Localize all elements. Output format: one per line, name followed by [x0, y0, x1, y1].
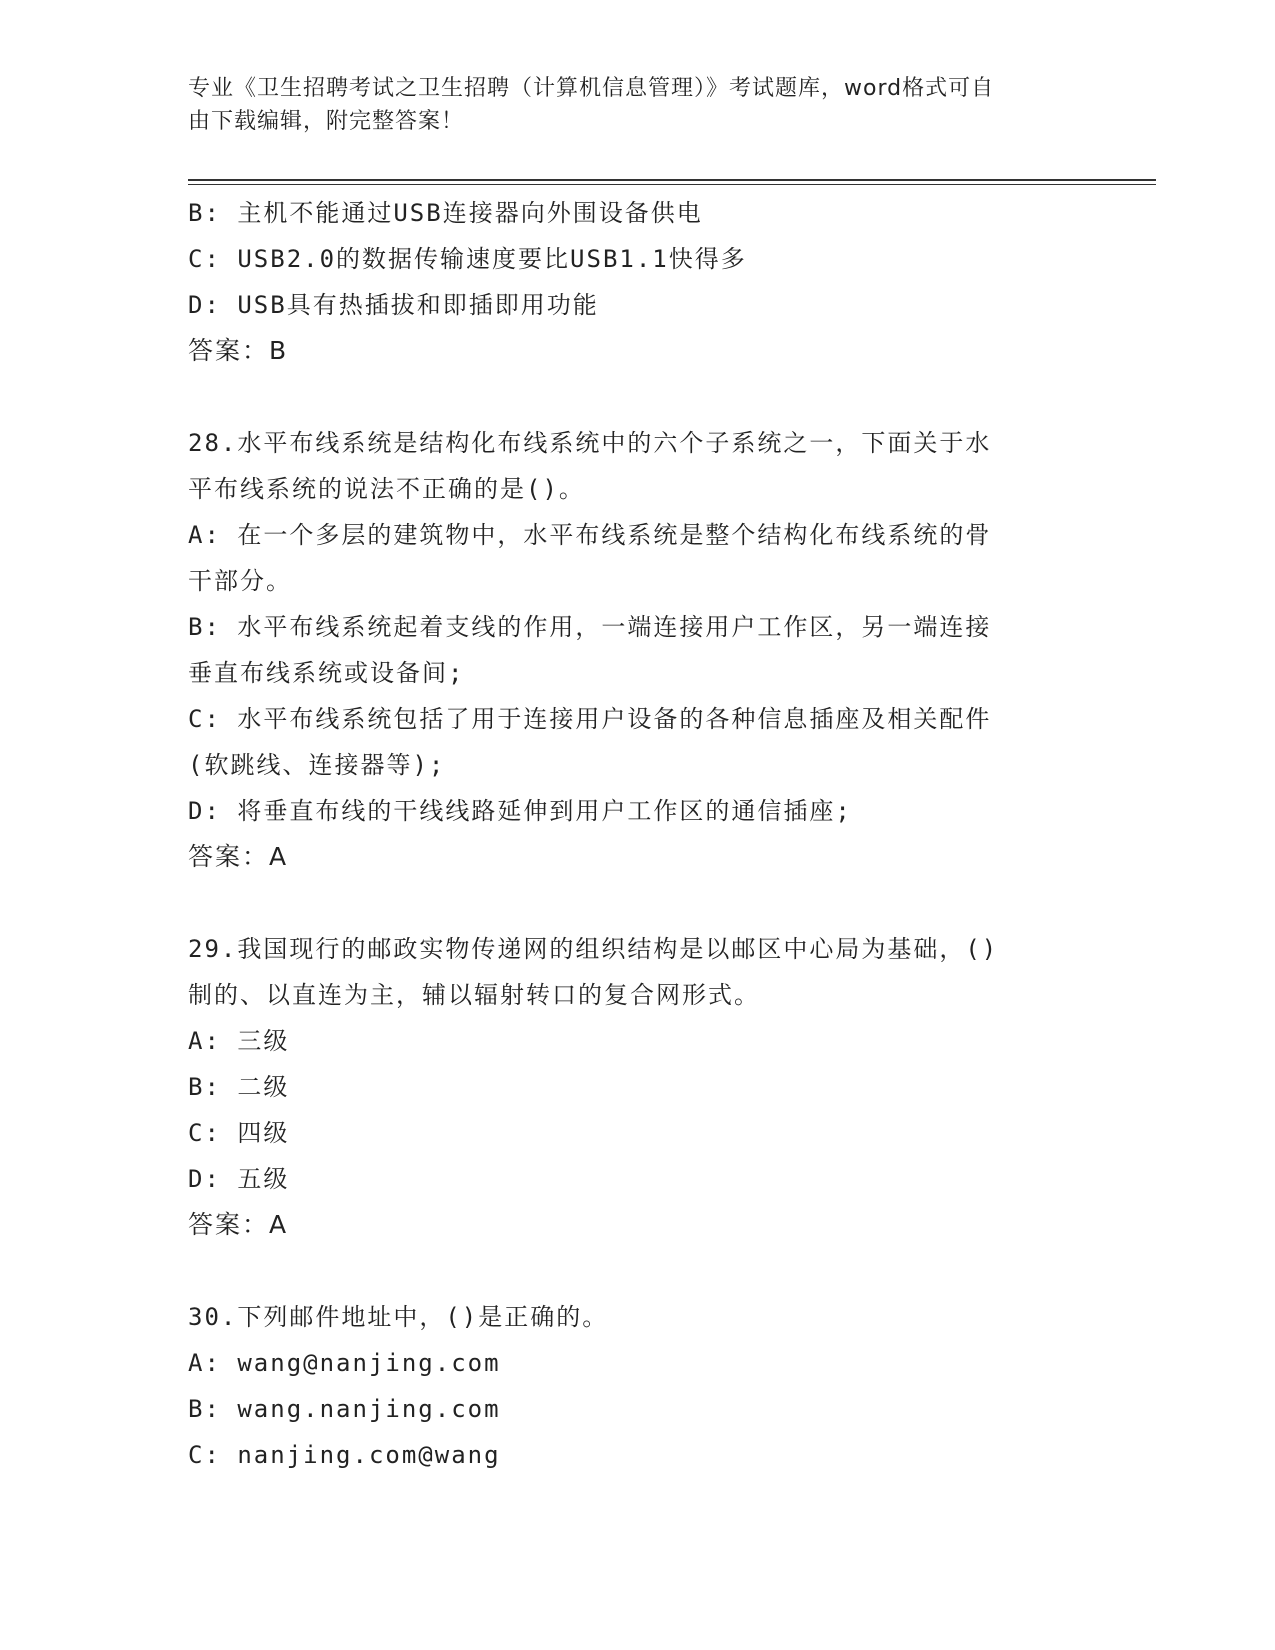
- q28-option-d: D: 将垂直布线的干线线路延伸到用户工作区的通信插座;: [188, 797, 852, 825]
- q30-option-c: C: nanjing.com@wang: [188, 1441, 501, 1469]
- q30-option-b: B: wang.nanjing.com: [188, 1395, 501, 1423]
- q27-answer: 答案：B: [188, 336, 289, 365]
- header-line-2: 由下载编辑，附完整答案！: [188, 109, 465, 134]
- q28-option-a-line-1: A: 在一个多层的建筑物中，水平布线系统是整个结构化布线系统的骨: [188, 521, 992, 549]
- q29-option-a: A: 三级: [188, 1027, 290, 1055]
- q29-stem-line-2: 制的、以直连为主，辅以辐射转口的复合网形式。: [188, 981, 760, 1009]
- q30-option-a: A: wang@nanjing.com: [188, 1349, 501, 1377]
- q28-answer: 答案：A: [188, 842, 289, 871]
- header-rule-thin: [188, 184, 1156, 185]
- q29-stem-line-1: 29.我国现行的邮政实物传递网的组织结构是以邮区中心局为基础，(): [188, 935, 999, 963]
- q27-option-d: D: USB具有热插拔和即插即用功能: [188, 291, 599, 319]
- q27-option-c: C: USB2.0的数据传输速度要比USB1.1快得多: [188, 245, 747, 273]
- header-line-1: 专业《卫生招聘考试之卫生招聘（计算机信息管理）》考试题库，word格式可自: [188, 76, 995, 101]
- q28-stem-line-1: 28.水平布线系统是结构化布线系统中的六个子系统之一，下面关于水: [188, 429, 992, 457]
- q29-option-c: C: 四级: [188, 1119, 290, 1147]
- q28-option-c-line-1: C: 水平布线系统包括了用于连接用户设备的各种信息插座及相关配件: [188, 705, 992, 733]
- q29-answer: 答案：A: [188, 1210, 289, 1239]
- header-rule-thick: [188, 179, 1156, 181]
- question-27-tail: [188, 190, 1088, 374]
- q28-option-b-line-2: 垂直布线系统或设备间;: [188, 659, 465, 687]
- page-header: [188, 72, 1088, 138]
- question-30: [188, 1294, 1088, 1478]
- q27-option-b: B: 主机不能通过USB连接器向外围设备供电: [188, 199, 703, 227]
- question-29: [188, 926, 1088, 1248]
- q28-stem-line-2: 平布线系统的说法不正确的是()。: [188, 475, 585, 503]
- q29-option-b: B: 二级: [188, 1073, 290, 1101]
- question-28: [188, 420, 1088, 880]
- q29-option-d: D: 五级: [188, 1165, 290, 1193]
- q28-option-c-line-2: (软跳线、连接器等);: [188, 751, 446, 779]
- q30-stem: 30.下列邮件地址中，()是正确的。: [188, 1303, 609, 1331]
- question-list: [188, 190, 1088, 1478]
- q28-option-b-line-1: B: 水平布线系统起着支线的作用，一端连接用户工作区，另一端连接: [188, 613, 992, 641]
- q28-option-a-line-2: 干部分。: [188, 567, 292, 595]
